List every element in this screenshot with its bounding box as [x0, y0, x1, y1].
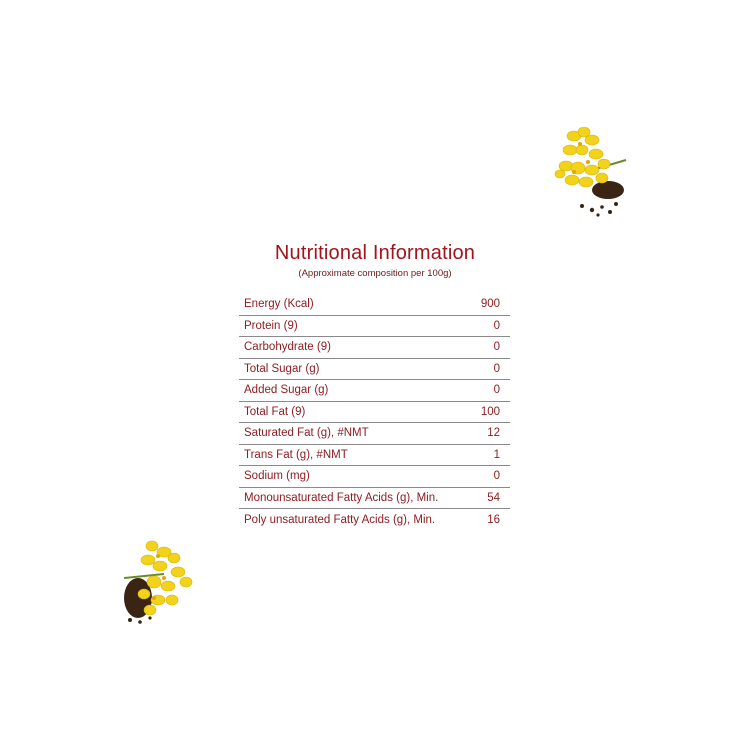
- row-label: Total Sugar (g): [244, 362, 320, 375]
- row-value: 1: [493, 448, 500, 461]
- table-row-total-fat: [239, 402, 510, 424]
- row-label: Total Fat (9): [244, 405, 306, 418]
- table-row-mufa: [239, 488, 510, 510]
- mustard-flower-top-right-icon: [552, 122, 628, 220]
- table-row-trans-fat: [239, 445, 510, 467]
- row-label: Protein (9): [244, 319, 298, 332]
- row-value: 12: [487, 427, 500, 440]
- table-row-total-sugar: [239, 359, 510, 381]
- row-label: Energy (Kcal): [244, 298, 314, 311]
- table-row-pufa: [239, 509, 510, 531]
- row-value: 0: [493, 384, 500, 397]
- row-value: 0: [493, 470, 500, 483]
- table-row-added-sugar: [239, 380, 510, 402]
- row-label: Carbohydrate (9): [244, 341, 331, 354]
- page-title: Nutritional Information: [274, 242, 476, 264]
- row-label: Trans Fat (g), #NMT: [244, 448, 348, 461]
- row-label: Added Sugar (g): [244, 384, 329, 397]
- table-row-energy: [239, 294, 510, 316]
- row-value: 0: [493, 319, 500, 332]
- row-value: 0: [493, 362, 500, 375]
- row-label: Monounsaturated Fatty Acids (g), Min.: [244, 491, 439, 504]
- table-row-carbohydrate: [239, 337, 510, 359]
- table-row-protein: [239, 316, 510, 338]
- row-label: Sodium (mg): [244, 470, 310, 483]
- nutrition-table: [239, 294, 510, 531]
- row-value: 54: [487, 491, 500, 504]
- row-value: 0: [493, 341, 500, 354]
- row-value: 900: [480, 298, 500, 311]
- row-value: 16: [487, 513, 500, 526]
- row-label: Poly unsaturated Fatty Acids (g), Min.: [244, 513, 436, 526]
- table-row-sodium: [239, 466, 510, 488]
- row-label: Saturated Fat (g), #NMT: [244, 427, 369, 440]
- row-value: 100: [480, 405, 500, 418]
- table-row-saturated-fat: [239, 423, 510, 445]
- page-subtitle: (Approximate composition per 100g): [298, 268, 452, 279]
- mustard-flower-bottom-left-icon: [124, 538, 198, 624]
